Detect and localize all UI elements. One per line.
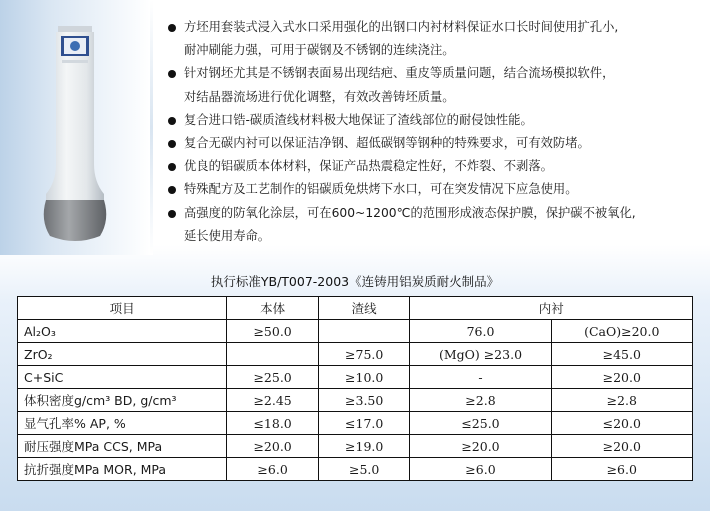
cell-lining-2: (CaO)≥20.0: [551, 320, 692, 343]
table-header-row: [18, 297, 693, 320]
feature-item: 复合无碳内衬可以保证洁净钢、超低碳钢等钢种的特殊要求，可有效防堵。: [168, 132, 703, 155]
row-item: Al₂O₃: [18, 320, 227, 343]
standard-title: 执行标准YB/T007-2003《连铸用铝炭质耐火制品》: [210, 274, 500, 289]
cell-lining-1: (MgO) ≥23.0: [410, 343, 551, 366]
cell-slag: ≥5.0: [318, 458, 410, 481]
cell-lining-2: ≤20.0: [551, 412, 692, 435]
table-row: [18, 435, 693, 458]
cell-slag: ≥19.0: [318, 435, 410, 458]
feature-item: 针对钢坯尤其是不锈钢表面易出现结疤、重皮等质量问题，结合流场模拟软件， 对结晶器流场进行优化调整，有效改善铸坯质量。: [168, 62, 703, 108]
cell-lining-2: ≥2.8: [551, 389, 692, 412]
cell-body: ≥2.45: [227, 389, 319, 412]
cell-slag: ≥3.50: [318, 389, 410, 412]
cell-lining-1: ≥20.0: [410, 435, 551, 458]
cell-lining-1: ≤25.0: [410, 412, 551, 435]
header-slag-line: 渣线: [318, 297, 410, 320]
header-body: 本体: [227, 297, 319, 320]
row-item: ZrO₂: [18, 343, 227, 366]
feature-item: 方坯用套装式浸入式水口采用强化的出钢口内衬材料保证水口长时间使用扩孔小, 耐冲刷能力强，可用于碳钢及不锈钢的连续浇注。: [168, 16, 703, 62]
cell-lining-1: 76.0: [410, 320, 551, 343]
cell-body: ≥6.0: [227, 458, 319, 481]
cell-body: ≥25.0: [227, 366, 319, 389]
nozzle-product-image: [38, 24, 118, 252]
cell-lining-2: ≥20.0: [551, 435, 692, 458]
feature-item: 特殊配方及工艺制作的铝碳质免烘烤下水口，可在突发情况下应急使用。: [168, 178, 703, 201]
cell-lining-2: ≥45.0: [551, 343, 692, 366]
cell-body: ≥20.0: [227, 435, 319, 458]
table-row: [18, 343, 693, 366]
cell-slag: ≤17.0: [318, 412, 410, 435]
cell-slag: ≥10.0: [318, 366, 410, 389]
cell-slag: [318, 320, 410, 343]
feature-item: 优良的铝碳质本体材料，保证产品热震稳定性好，不炸裂、不剥落。: [168, 155, 703, 178]
row-item: 抗折强度MPa MOR, MPa: [18, 458, 227, 481]
feature-list: [168, 16, 703, 248]
feature-item: 复合进口锆-碳质渣线材料极大地保证了渣线部位的耐侵蚀性能。: [168, 109, 703, 132]
panel-divider: [150, 0, 153, 255]
cell-slag: ≥75.0: [318, 343, 410, 366]
bullet-icon: [168, 186, 176, 194]
row-item: 显气孔率% AP, %: [18, 412, 227, 435]
feature-item: 高强度的防氧化涂层，可在600~1200℃的范围形成液态保护膜，保护碳不被氧化, 延长使用寿命。: [168, 202, 703, 248]
cell-lining-1: ≥2.8: [410, 389, 551, 412]
bullet-icon: [168, 117, 176, 125]
bullet-icon: [168, 163, 176, 171]
header-lining: 内衬: [410, 297, 693, 320]
row-item: C+SiC: [18, 366, 227, 389]
bullet-icon: [168, 140, 176, 148]
bullet-icon: [168, 210, 176, 218]
cell-body: ≤18.0: [227, 412, 319, 435]
row-item: 耐压强度MPa CCS, MPa: [18, 435, 227, 458]
cell-lining-1: -: [410, 366, 551, 389]
table-row: [18, 366, 693, 389]
cell-lining-2: ≥20.0: [551, 366, 692, 389]
bullet-icon: [168, 24, 176, 32]
row-item: 体积密度g/cm³ BD, g/cm³: [18, 389, 227, 412]
table-row: [18, 389, 693, 412]
bullet-icon: [168, 70, 176, 78]
cell-body: ≥50.0: [227, 320, 319, 343]
table-row: [18, 412, 693, 435]
cell-lining-1: ≥6.0: [410, 458, 551, 481]
cell-body: [227, 343, 319, 366]
header-item: 项目: [18, 297, 227, 320]
cell-lining-2: ≥6.0: [551, 458, 692, 481]
spec-table: [17, 296, 693, 481]
table-row: [18, 458, 693, 481]
table-row: [18, 320, 693, 343]
